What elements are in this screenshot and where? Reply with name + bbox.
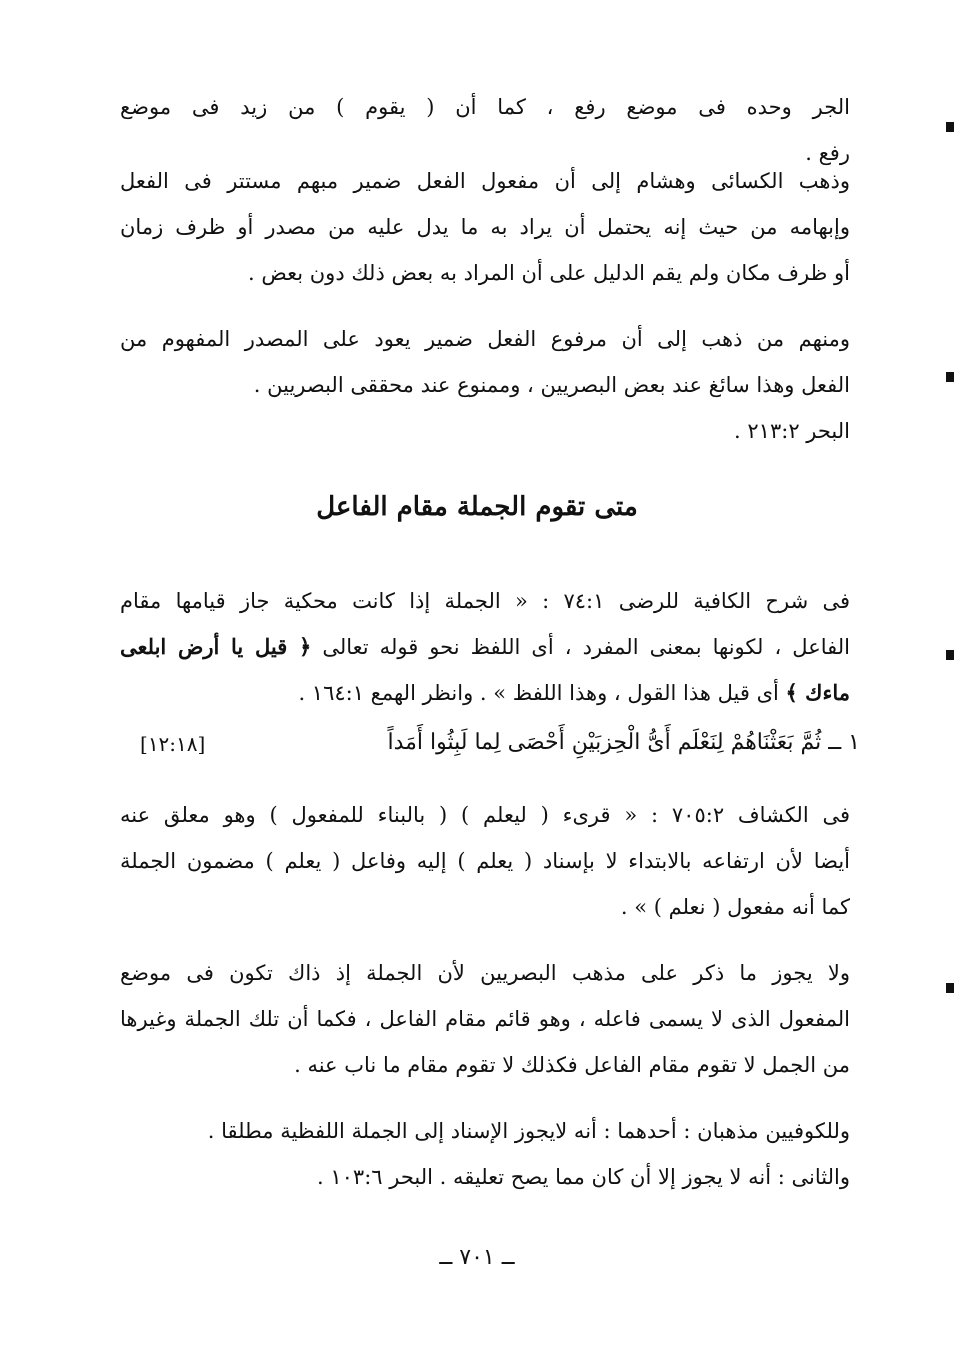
quran-quote: ﴿ قيل يا أرض ابلعى bbox=[120, 634, 312, 659]
paragraph-line bbox=[120, 670, 850, 716]
page-number: ــ ٧٠١ ــ bbox=[439, 1245, 515, 1270]
paragraph-line: فى الكشاف ٧٠٥:٢ : « قرىء ( ليعلم ) ( بالبناء للمفعول ) وهو معلق عنه bbox=[120, 803, 850, 827]
verse-row bbox=[140, 730, 860, 770]
paragraph-basra bbox=[120, 950, 850, 1088]
paragraph-line: كما أنه مفعول ( نعلم ) » . bbox=[620, 895, 850, 919]
margin-mark bbox=[946, 650, 954, 660]
paragraph-line: الجر وحده فى موضع رفع ، كما أن ( يقوم ) من زيد فى موضع bbox=[120, 95, 850, 119]
paragraph-line: والثانى : أنه لا يجوز إلا أن كان مما يصح تعليقه . البحر ١٠٣:٦ . bbox=[317, 1165, 850, 1189]
paragraph-line: ومنهم من ذهب إلى أن مرفوع الفعل ضمير يعود على المصدر المفهوم من bbox=[120, 327, 850, 351]
paragraph-line: وللكوفيين مذهبان : أحدهما : أنه لايجوز الإسناد إلى الجملة اللفظية مطلقا . bbox=[207, 1119, 850, 1143]
paragraph-kashaf bbox=[120, 792, 850, 930]
margin-mark bbox=[946, 983, 954, 993]
paragraph-3 bbox=[120, 316, 850, 454]
paragraph-line: من الجمل لا تقوم مقام الفاعل فكذلك لا تقوم مقام ما ناب عنه . bbox=[294, 1053, 850, 1077]
paragraph-line: رفع . bbox=[805, 141, 850, 165]
kafiya-text: الفاعل ، لكونها بمعنى المفرد ، أى اللفظ نحو قوله تعالى bbox=[322, 635, 850, 659]
margin-mark bbox=[946, 372, 954, 382]
paragraph-line: المفعول الذى لا يسمى فاعله ، وهو قائم مقام الفاعل ، فكما أن تلك الجملة وغيرها bbox=[120, 1007, 850, 1031]
kafiya-text: أى قيل هذا القول ، وهذا اللفظ » . وانظر الهمع ١٦٤:١ . bbox=[298, 681, 779, 705]
paragraph-line: أو ظرف مكان ولم يقم الدليل على أن المراد به بعض ذلك دون بعض . bbox=[248, 261, 850, 285]
paragraph-line: ولا يجوز ما ذكر على مذهب البصريين لأن الجملة إذ ذاك تكون فى موضع bbox=[120, 961, 850, 985]
quran-quote: ماءك ﴾ bbox=[785, 680, 850, 705]
paragraph-kufa bbox=[120, 1108, 850, 1200]
section-heading: متى تقوم الجملة مقام الفاعل bbox=[316, 492, 638, 522]
verse-text: ١ ــ ثُمَّ بَعَثْنَاهُمْ لِنَعْلَم أَىُّ الْحِزبَيْنِ أَحْصَى لِما لَبِثُوا أَمَداً bbox=[387, 730, 860, 755]
paragraph-line: فى شرح الكافية للرضى ٧٤:١ : « الجملة إذا كانت محكية جاز قيامها مقام bbox=[120, 589, 850, 613]
margin-mark bbox=[946, 122, 954, 132]
paragraph-line: أيضا لأن ارتفاعه بالابتداء لا بإسناد ( يعلم ) إليه وفاعل ( يعلم ) مضمون الجملة bbox=[120, 849, 850, 873]
paragraph-2 bbox=[120, 158, 850, 296]
paragraph-kafiya bbox=[120, 578, 850, 716]
paragraph-line: وذهب الكسائى وهشام إلى أن مفعول الفعل ضمير مبهم مستتر فى الفعل bbox=[120, 169, 850, 193]
paragraph-line bbox=[120, 624, 850, 670]
paragraph-line: البحر ٢١٣:٢ . bbox=[734, 419, 850, 443]
paragraph-line: الفعل وهذا سائغ عند بعض البصريين ، وممنوع عند محققى البصريين . bbox=[253, 373, 850, 397]
paragraph-line: وإبهامه من حيث إنه يحتمل أن يراد به ما يدل عليه من مصدر أو ظرف زمان bbox=[120, 215, 850, 239]
verse-reference: [١٢:١٨] bbox=[140, 732, 206, 756]
